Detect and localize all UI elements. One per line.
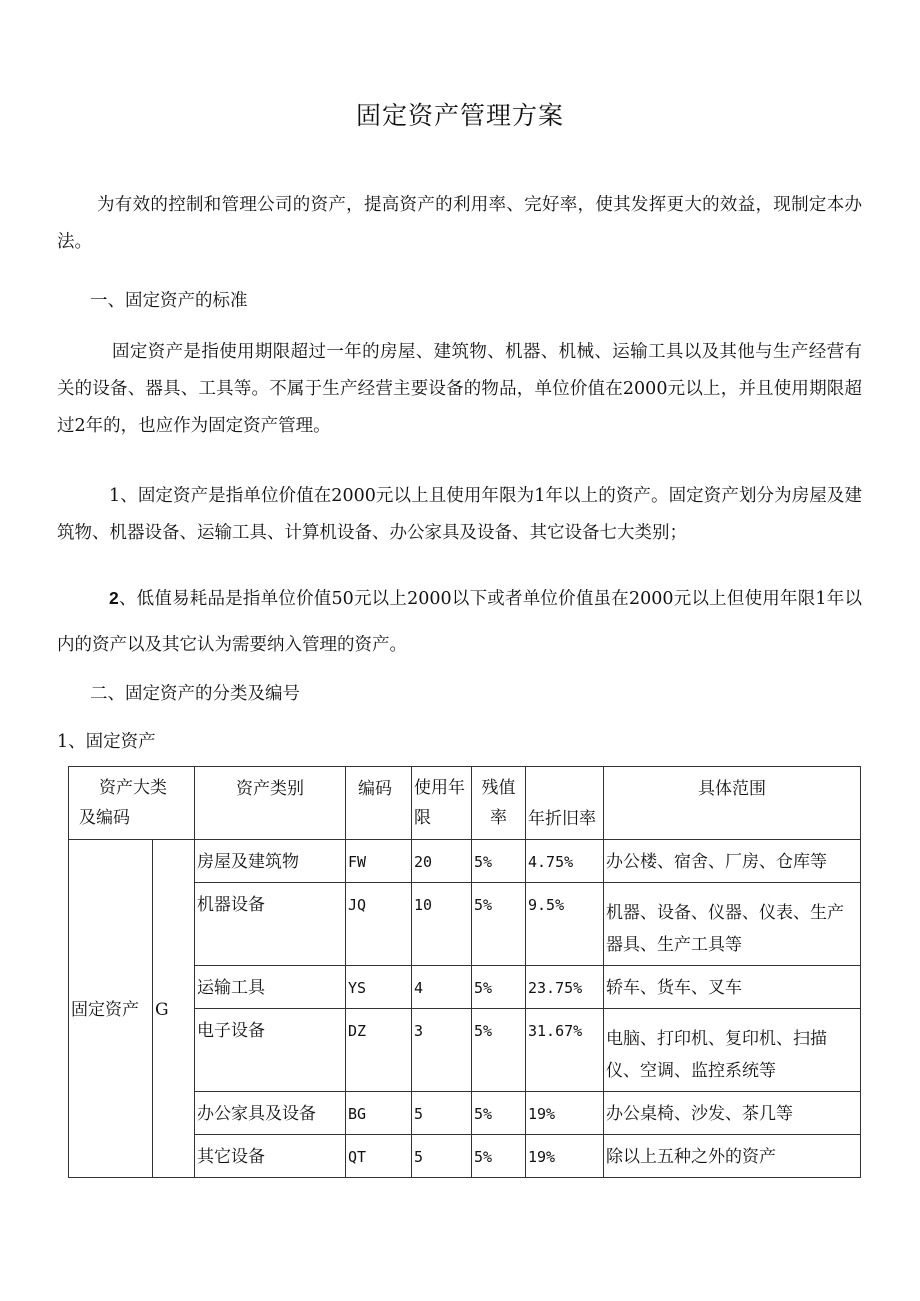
header-residual-line1: 残值 [481, 778, 516, 798]
row-depreciation: 4.75% [526, 840, 604, 883]
row-code: BG [346, 1092, 412, 1135]
item2-number: 2 [109, 588, 119, 608]
row-life: 4 [412, 966, 472, 1009]
section1-heading: 一、固定资产的标准 [90, 291, 248, 311]
category-name-cell: 固定资产 [69, 840, 153, 1178]
item1-text: 、固定资产是指单位价值在2000元以上且使用年限为1年以上的资产。固定资产划分为房屋及建筑物、机器设备、运输工具、计算机设备、办公家具及设备、其它设备七大类别； [57, 486, 862, 543]
table-header-row [69, 767, 861, 840]
row-depreciation: 23.75% [526, 966, 604, 1009]
row-type: 办公家具及设备 [195, 1092, 346, 1135]
header-category-line1: 资产大类 [99, 778, 167, 798]
item1-number: 1 [109, 486, 121, 506]
row-type: 运输工具 [195, 966, 346, 1009]
header-life-line2: 限 [414, 808, 431, 828]
item2-text: 、低值易耗品是指单位价值50元以上2000以下或者单位价值虽在2000元以上但使用年限1年以内的资产以及其它认为需要纳入管理的资产。 [57, 589, 862, 655]
header-category-line2: 及编码 [79, 808, 130, 828]
row-life: 10 [412, 883, 472, 966]
row-life: 5 [412, 1135, 472, 1178]
row-type: 其它设备 [195, 1135, 346, 1178]
row-scope: 轿车、货车、叉车 [604, 966, 861, 1009]
category-code-cell: G [153, 840, 195, 1178]
section1-item2 [57, 575, 862, 668]
section1-item1 [57, 478, 862, 552]
section1-paragraph: 固定资产是指使用期限超过一年的房屋、建筑物、机器、机械、运输工具以及其他与生产经营有关的设备、器具、工具等。不属于生产经营主要设备的物品，单位价值在2000元以上，并且使用期限超过2年的，也应作为固定资产管理。 [57, 342, 862, 436]
row-code: YS [346, 966, 412, 1009]
row-life: 5 [412, 1092, 472, 1135]
row-residual: 5% [472, 840, 526, 883]
row-depreciation: 19% [526, 1135, 604, 1178]
header-category [69, 767, 195, 840]
row-residual: 5% [472, 1092, 526, 1135]
row-scope: 除以上五种之外的资产 [604, 1135, 861, 1178]
row-depreciation: 9.5% [526, 883, 604, 966]
asset-table [68, 766, 861, 1178]
row-code: DZ [346, 1009, 412, 1092]
header-residual-line2: 率 [490, 808, 507, 828]
header-scope: 具体范围 [604, 767, 861, 840]
row-residual: 5% [472, 966, 526, 1009]
row-life: 20 [412, 840, 472, 883]
row-code: JQ [346, 883, 412, 966]
intro-paragraph: 为有效的控制和管理公司的资产，提高资产的利用率、完好率，使其发挥更大的效益，现制定本办法。 [57, 195, 862, 252]
header-depreciation: 年折旧率 [526, 767, 604, 840]
row-depreciation: 31.67% [526, 1009, 604, 1092]
header-life [412, 767, 472, 840]
row-scope: 办公桌椅、沙发、茶几等 [604, 1092, 861, 1135]
row-code: QT [346, 1135, 412, 1178]
section2-subheading: 1、固定资产 [57, 732, 156, 752]
row-type: 房屋及建筑物 [195, 840, 346, 883]
row-depreciation: 19% [526, 1092, 604, 1135]
row-residual: 5% [472, 1135, 526, 1178]
header-residual [472, 767, 526, 840]
row-scope: 电脑、打印机、复印机、扫描仪、空调、监控系统等 [604, 1009, 861, 1092]
header-life-line1: 使用年 [414, 778, 465, 798]
header-code: 编码 [346, 767, 412, 840]
document-title: 固定资产管理方案 [355, 101, 564, 130]
row-scope: 机器、设备、仪器、仪表、生产器具、生产工具等 [604, 883, 861, 966]
row-code: FW [346, 840, 412, 883]
section2-heading: 二、固定资产的分类及编号 [90, 684, 300, 704]
row-life: 3 [412, 1009, 472, 1092]
row-type: 机器设备 [195, 883, 346, 966]
row-residual: 5% [472, 883, 526, 966]
header-type: 资产类别 [195, 767, 346, 840]
row-type: 电子设备 [195, 1009, 346, 1092]
row-scope: 办公楼、宿舍、厂房、仓库等 [604, 840, 861, 883]
row-residual: 5% [472, 1009, 526, 1092]
table-row [69, 840, 861, 883]
